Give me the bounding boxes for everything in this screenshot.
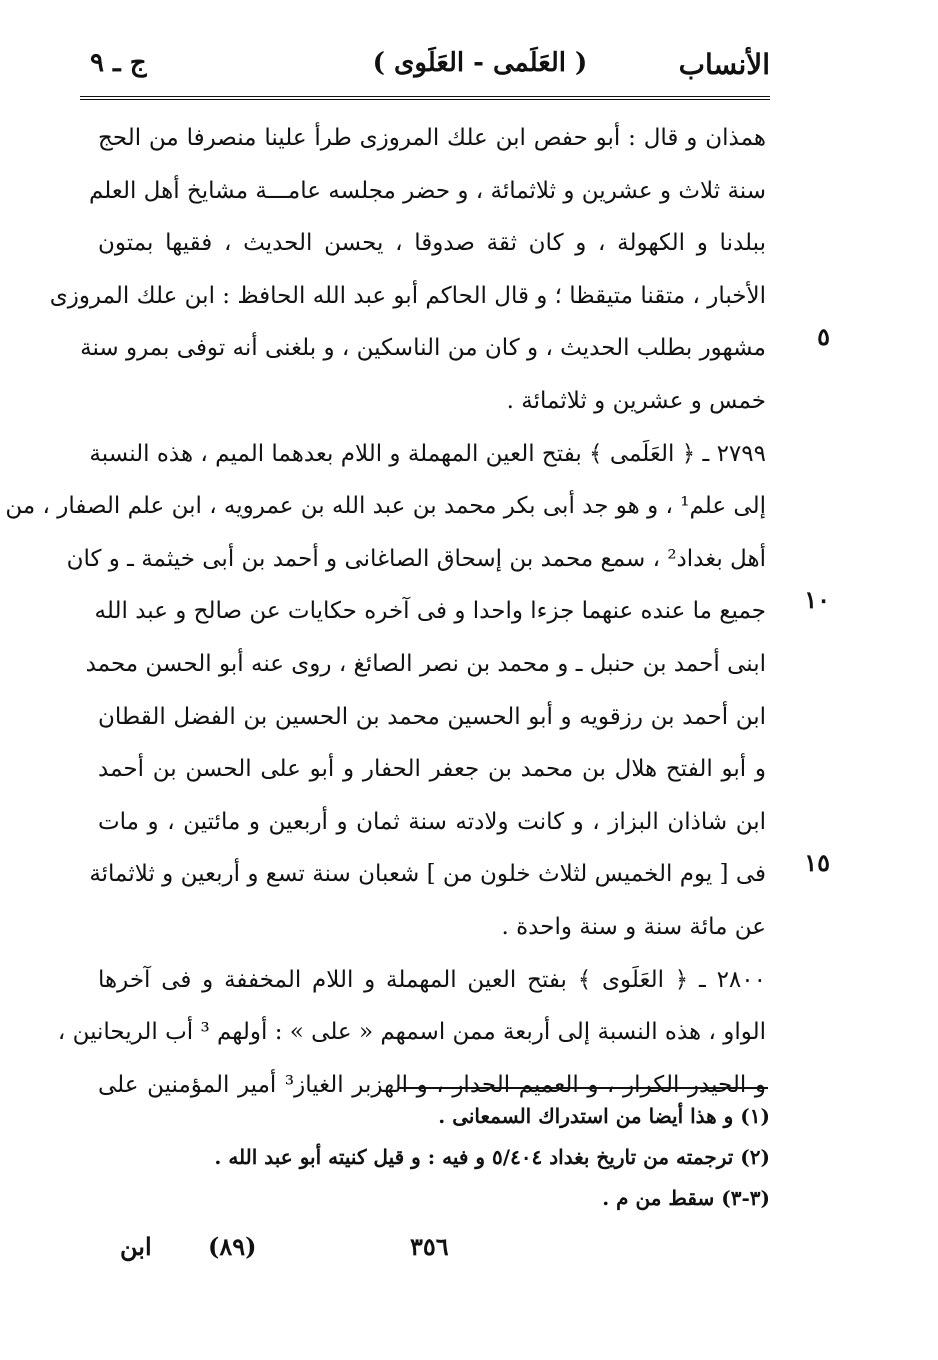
text-line: فى [ يوم الخميس لثلاث خلون من ] شعبان سنة تسع و أربعين و ثلاثمائة xyxy=(89,861,766,888)
signature-mark: (٨٩) xyxy=(208,1232,257,1261)
entry-2800-heading-line: ٢٨٠٠ ـ ﴿ العَلَوى ﴾ بفتح العين المهملة و اللام المخففة و فى آخرها xyxy=(98,966,766,993)
volume-label: ج ـ ٩ xyxy=(90,48,147,78)
footnote-rule xyxy=(398,1087,768,1089)
text-line: جميع ما عنده عنهما جزءا واحدا و فى آخره حكايات عن صالح و عبد الله xyxy=(94,598,766,625)
text-line: أهل بغداد² ، سمع محمد بن إسحاق الصاغانى و أحمد بن أبى خيثمة ـ و كان xyxy=(66,545,766,572)
running-head xyxy=(90,44,770,88)
line-number-5: ٥ xyxy=(817,322,830,352)
page-number: ٣٥٦ xyxy=(410,1232,449,1261)
text-line: ببلدنا و الكهولة ، و كان ثقة صدوقا ، يحسن الحديث ، فقيها بمتون xyxy=(98,230,766,257)
book-title: الأنساب xyxy=(678,48,770,81)
text-line: ابن أحمد بن رزقويه و أبو الحسين محمد بن الحسين بن الفضل القطان xyxy=(98,703,766,730)
footnotes xyxy=(214,1096,770,1219)
main-text xyxy=(5,112,766,1111)
header-entry-range: ( العَلَمى - العَلَوى ) xyxy=(372,48,588,78)
header-rule xyxy=(80,96,770,100)
text-line: إلى علم¹ ، و هو جد أبى بكر محمد بن عبد الله بن عمرويه ، ابن علم الصفار ، من xyxy=(5,493,766,520)
text-line: خمس و عشرين و ثلاثمائة . xyxy=(506,387,766,414)
text-line: عن مائة سنة و سنة واحدة . xyxy=(501,913,766,940)
text-line: الأخبار ، متقنا متيقظا ؛ و قال الحاكم أبو عبد الله الحافظ : ابن علك المروزى xyxy=(49,282,766,309)
text-line: ابنى أحمد بن حنبل ـ و محمد بن نصر الصائغ ، روى عنه أبو الحسن محمد xyxy=(85,650,766,677)
footnote-1: (١) و هذا أيضا من استدراك السمعانى . xyxy=(438,1104,770,1128)
line-number-15: ١٥ xyxy=(804,848,830,878)
text-line: همذان و قال : أبو حفص ابن علك المروزى طرأ علينا منصرفا من الحج xyxy=(98,125,766,151)
footnote-3: (٣-٣) سقط من م . xyxy=(602,1186,770,1210)
text-line: الواو ، هذه النسبة إلى أربعة ممن اسمهم « على » : أولهم ³ أب الريحانين ، xyxy=(57,1019,766,1046)
text-line: سنة ثلاث و عشرين و ثلاثمائة ، و حضر مجلسه عامـــة مشايخ أهل العلم xyxy=(88,177,766,204)
text-line: مشهور بطلب الحديث ، و كان من الناسكين ، و بلغنى أنه توفى بمرو سنة xyxy=(80,335,766,362)
text-line: و الحيدر الكرار ، و العميم الحدار ، و الهزبر الغياز³ أمير المؤمنين على xyxy=(98,1071,766,1098)
line-number-10: ١٠ xyxy=(804,585,830,615)
catchword: ابن xyxy=(120,1232,152,1261)
entry-2799-heading-line: ٢٧٩٩ ـ ﴿ العَلَمى ﴾ بفتح العين المهملة و اللام بعدهما الميم ، هذه النسبة xyxy=(89,440,766,467)
text-line: و أبو الفتح هلال بن محمد بن جعفر الحفار و أبو على الحسن بن أحمد xyxy=(98,756,766,783)
page-footer xyxy=(110,1232,470,1272)
text-line: ابن شاذان البزاز ، و كانت ولادته سنة ثمان و أربعين و مائتين ، و مات xyxy=(98,808,766,835)
footnote-2: (٢) ترجمته من تاريخ بغداد ٥/٤٠٤ و فيه : و قيل كنيته أبو عبد الله . xyxy=(214,1145,770,1169)
